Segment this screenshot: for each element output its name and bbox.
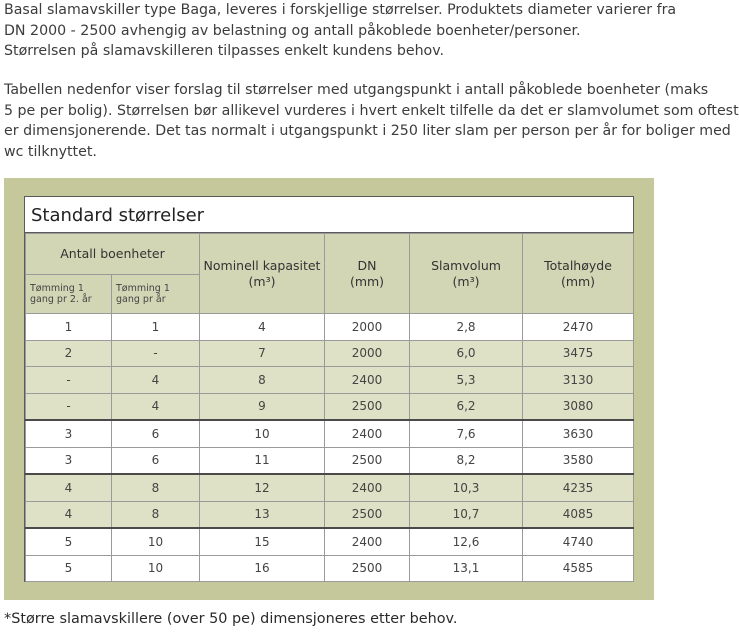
header-label: Slamvolum [431, 257, 501, 273]
intro-line: wc tilknyttet. [4, 143, 97, 160]
table-cell: 8 [200, 367, 325, 394]
header-nominell-kapasitet [200, 234, 325, 314]
table-cell: 4 [112, 367, 200, 394]
table-cell: 1 [26, 314, 112, 341]
table-cell: 2500 [325, 555, 410, 582]
table-cell: 4 [200, 314, 325, 341]
table-cell: 5 [26, 528, 112, 555]
table-cell: 10 [112, 528, 200, 555]
table-row [26, 340, 634, 367]
table-cell: 2400 [325, 420, 410, 447]
header-label: Totalhøyde [544, 257, 612, 273]
table-cell: 4 [26, 501, 112, 528]
table-cell: 2400 [325, 367, 410, 394]
table-cell: 2500 [325, 393, 410, 420]
table-frame [4, 178, 654, 600]
subheader-tomming-hvert-ar: Tømming 1 gang pr år [112, 275, 200, 314]
table-cell: 6 [112, 447, 200, 474]
table-cell: 3 [26, 420, 112, 447]
table-cell: 12 [200, 474, 325, 501]
table-cell: 10,3 [410, 474, 523, 501]
intro-paragraph-2 [4, 80, 739, 162]
header-slamvolum [410, 234, 523, 314]
table-cell: 2 [26, 340, 112, 367]
intro-line: Tabellen nedenfor viser forslag til størrelser med utgangspunkt i antall påkoblede boenheter (maks [4, 82, 709, 98]
table-cell: 4 [112, 393, 200, 420]
header-totalhoyde [523, 234, 634, 314]
table-cell: 13,1 [410, 555, 523, 582]
table-row [26, 474, 634, 501]
header-unit: (m³) [248, 273, 276, 289]
table-cell: 3 [26, 447, 112, 474]
table-cell: 1 [112, 314, 200, 341]
table-title: Standard størrelser [25, 197, 633, 233]
intro-line: Størrelsen på slamavskilleren tilpasses enkelt kundens behov. [4, 43, 445, 59]
table-cell: 3630 [523, 420, 634, 447]
table-cell: 10 [112, 555, 200, 582]
intro-line: er dimensjonerende. Det tas normalt i utgangspunkt i 250 liter slam per person per år for boliger med [4, 123, 731, 139]
intro-paragraph-1 [4, 0, 676, 62]
table-cell: - [26, 393, 112, 420]
table-cell: 3580 [523, 447, 634, 474]
intro-line: DN 2000 - 2500 avhengig av belastning og antall påkoblede boenheter/personer. [4, 22, 581, 39]
table-cell: 4235 [523, 474, 634, 501]
table-cell: 2400 [325, 528, 410, 555]
table-cell: 11 [200, 447, 325, 474]
table-cell: 4740 [523, 528, 634, 555]
header-unit: (m³) [452, 273, 480, 289]
size-table [25, 233, 634, 582]
table-cell: 5 [26, 555, 112, 582]
table-row [26, 501, 634, 528]
table-cell: 2500 [325, 447, 410, 474]
table-cell: 7 [200, 340, 325, 367]
table-cell: 7,6 [410, 420, 523, 447]
table-cell: 2000 [325, 314, 410, 341]
table-cell: 2400 [325, 474, 410, 501]
header-unit: (mm) [560, 273, 596, 289]
table-row [26, 393, 634, 420]
table-cell: 4085 [523, 501, 634, 528]
table-cell: 4585 [523, 555, 634, 582]
subheader-tomming-hvert-andre-ar: Tømming 1 gang pr 2. år [26, 275, 112, 314]
table-cell: 3080 [523, 393, 634, 420]
table-cell: 8 [112, 474, 200, 501]
table-cell: 2,8 [410, 314, 523, 341]
table-cell: 6,0 [410, 340, 523, 367]
table-cell: 12,6 [410, 528, 523, 555]
table-cell: 6 [112, 420, 200, 447]
table-cell: 2470 [523, 314, 634, 341]
table-cell: 16 [200, 555, 325, 582]
table-row [26, 314, 634, 341]
header-label: Nominell kapasitet [203, 257, 321, 273]
intro-line: Basal slamavskiller type Baga, leveres i forskjellige størrelser. Produktets diameter varierer fra [4, 2, 677, 18]
table-cell: 3475 [523, 340, 634, 367]
table-cell: 6,2 [410, 393, 523, 420]
header-label: DN [357, 257, 377, 273]
header-antall-boenheter: Antall boenheter [26, 234, 200, 275]
table-cell: 3130 [523, 367, 634, 394]
table-row [26, 528, 634, 555]
table-cell: 13 [200, 501, 325, 528]
footnote: *Større slamavskillere (over 50 pe) dimensjoneres etter behov. [4, 611, 458, 627]
table-row [26, 420, 634, 447]
table-cell: 9 [200, 393, 325, 420]
table-cell: - [112, 340, 200, 367]
table-cell: 8 [112, 501, 200, 528]
size-table-panel [24, 196, 634, 582]
table-cell: - [26, 367, 112, 394]
table-cell: 2000 [325, 340, 410, 367]
header-dn [325, 234, 410, 314]
table-cell: 15 [200, 528, 325, 555]
table-cell: 10 [200, 420, 325, 447]
table-cell: 4 [26, 474, 112, 501]
intro-line: 5 pe per bolig). Størrelsen bør allikevel vurderes i hvert enkelt tilfelle da det er slamvolumet som oftest [4, 102, 739, 119]
table-row [26, 367, 634, 394]
table-cell: 2500 [325, 501, 410, 528]
table-row [26, 555, 634, 582]
table-cell: 10,7 [410, 501, 523, 528]
table-row [26, 447, 634, 474]
table-cell: 8,2 [410, 447, 523, 474]
header-unit: (mm) [349, 273, 385, 289]
table-cell: 5,3 [410, 367, 523, 394]
